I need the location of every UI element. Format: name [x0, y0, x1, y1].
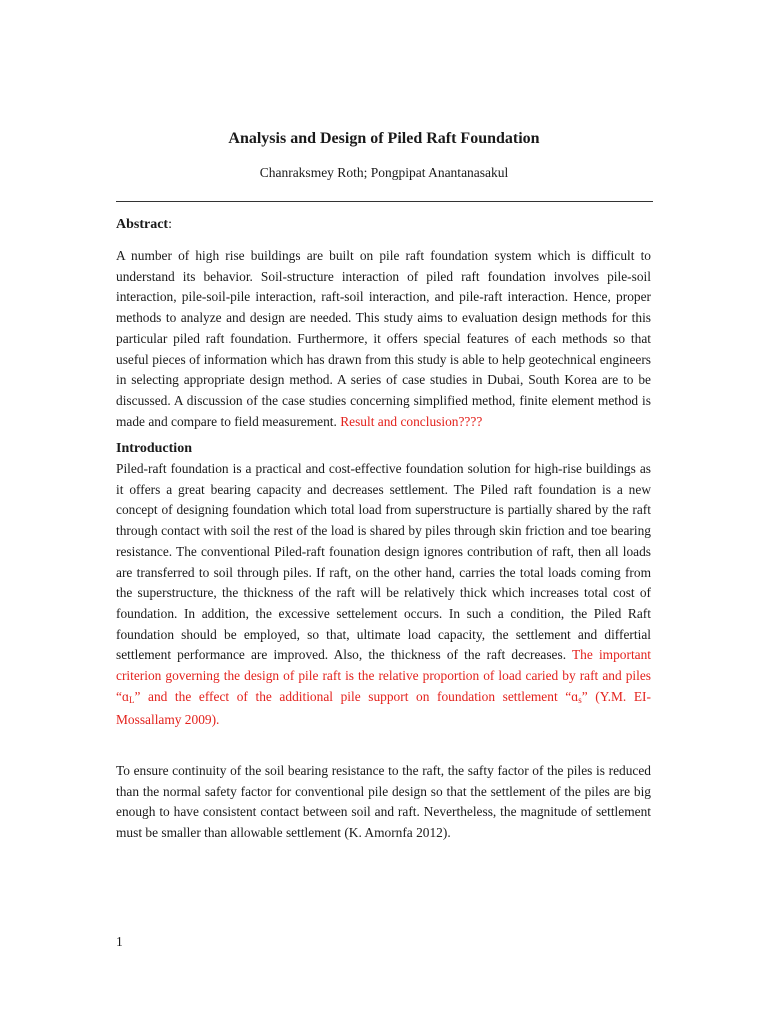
alpha-s-subscript: s: [578, 694, 582, 705]
abstract-paragraph: [116, 246, 651, 432]
introduction-highlight-part-3: ” (Y.M. EI- Mossallamy 2009).: [116, 688, 651, 728]
abstract-heading-colon: :: [168, 217, 172, 232]
introduction-highlight-part-1: The important criterion governing the design of pile raft is the relative proportion of load caried by raft and piles “ɑ: [116, 647, 652, 704]
introduction-highlight-part-2: ” and the effect of the additional pile support on foundation settlement “ɑ: [134, 688, 579, 704]
introduction-text: Piled-raft foundation is a practical and cost-effective foundation solution for high-rise buildings as it offers a great bearing capacity and decreases settlement. The Piled raft foundation is a new concept of designing foundation which total load from superstructure is partially shared by the raft through contact with soil the rest of the load is shared by piles through skin friction and toe bearing resistance. The conventional Piled-raft founation design ignores contribution of raft, then all loads are transferred to soil through piles. If raft, on the other hand, carries the total loads coming from the superstructure, the thickness of the raft will be relatively thick which increases total cost of foundation. In addition, the excessive settelement occurs. In such a condition, the Piled Raft foundation should be employed, so that, ultimate load capacity, the settlement and differtial settlement performance are improved. Also, the thickness of the raft decreases.: [116, 461, 651, 663]
document-authors: Chanraksmey Roth; Pongpipat Anantanasakul: [259, 165, 509, 180]
alpha-l-subscript: L: [128, 694, 135, 705]
abstract-note: Result and conclusion????: [340, 413, 483, 429]
page-number: 1: [116, 934, 123, 949]
abstract-heading-text: Abstract: [116, 217, 169, 232]
header-divider: [116, 201, 653, 202]
settlement-paragraph: To ensure continuity of the soil bearing resistance to the raft, the safty factor of the piles is reduced than the normal safety factor for conventional pile design so that the settlement of the piles are big enough to have consistent contact between soil and raft. Nevertheless, the magnitude of settlement must be smaller than allowable settlement (K. Amornfa 2012).: [116, 763, 651, 841]
introduction-heading: Introduction: [116, 441, 192, 456]
introduction-paragraph: [116, 459, 651, 731]
abstract-text: A number of high rise buildings are built on pile raft foundation system which is difficult to understand its behavior. Soil-structure interaction of piled raft foundation involves pile-soil interaction, pile-soil-pile interaction, raft-soil interaction, and pile-raft interaction. Hence, proper methods to analyze and design are needed. This study aims to evaluation design methods for this particular piled raft foundation. Furthermore, it offers special features of each methods so that useful pieces of information which has drawn from this study is able to help geotechnical engineers in selecting appropriate design method. A series of case studies in Dubai, South Korea are to be discussed. A discussion of the case studies concerning simplified method, finite element method is made and compare to field measurement.: [116, 248, 651, 429]
abstract-heading: [116, 216, 172, 234]
document-title: Analysis and Design of Piled Raft Foundation: [228, 130, 540, 147]
